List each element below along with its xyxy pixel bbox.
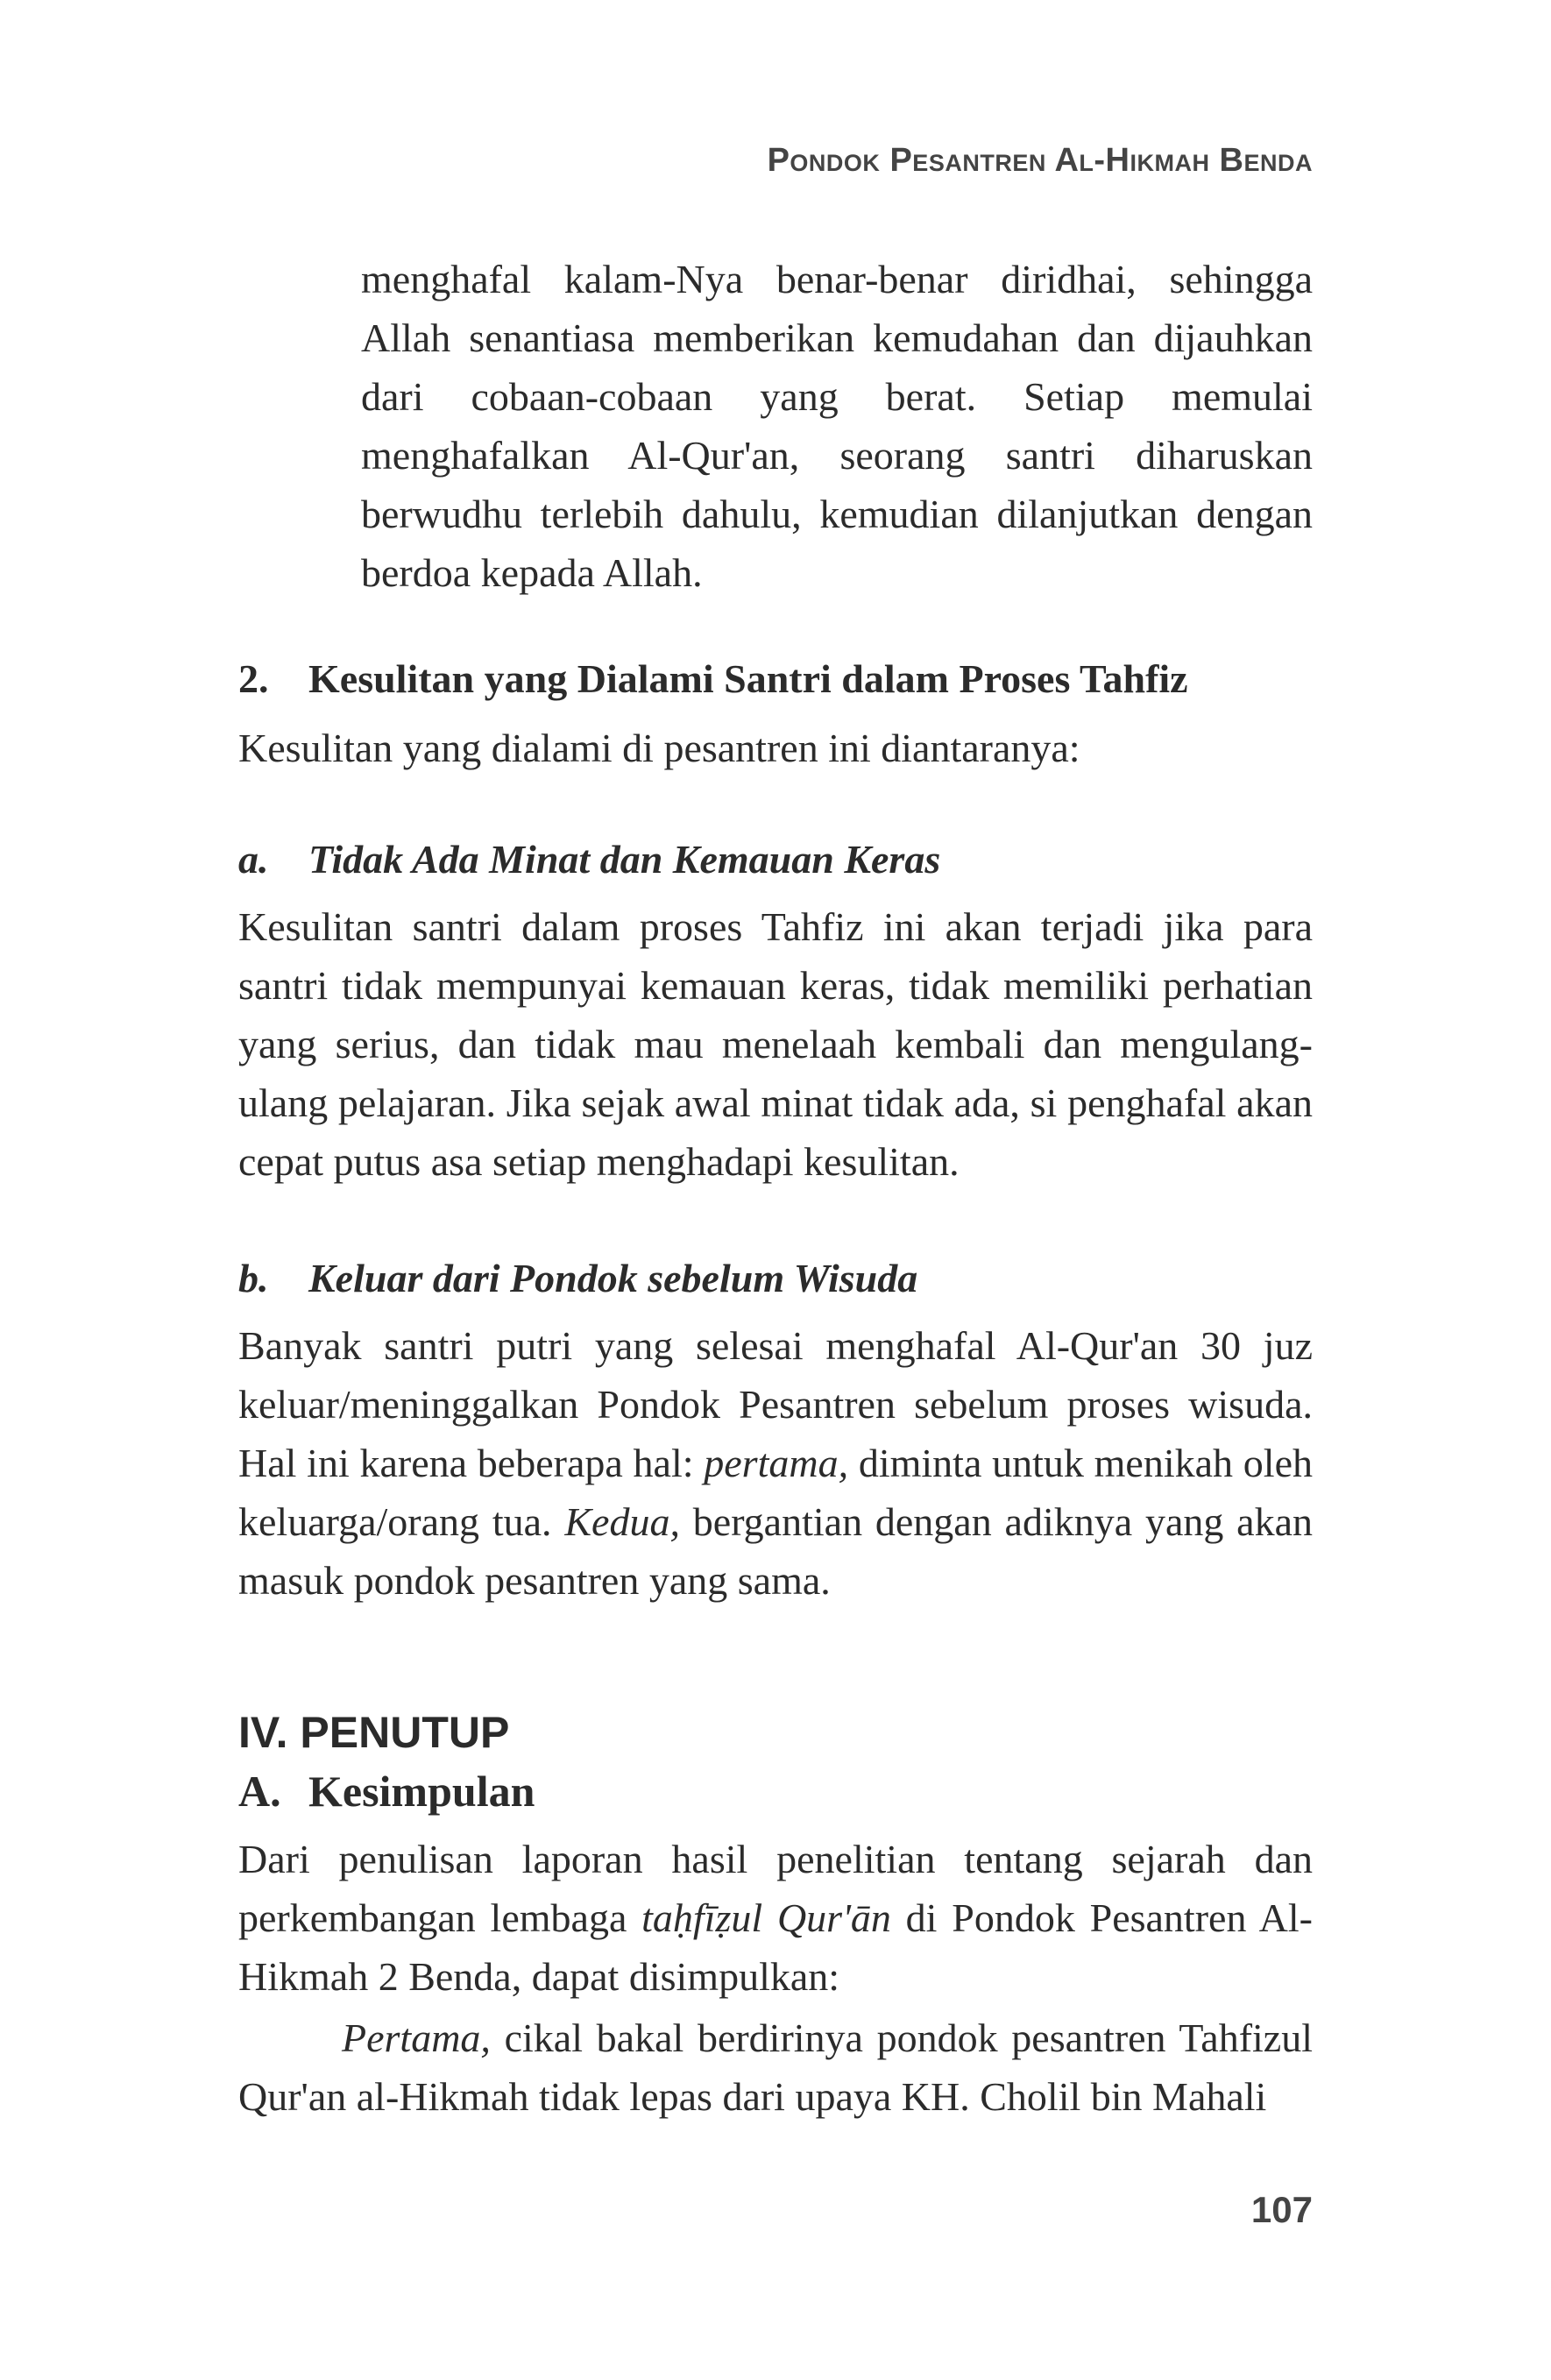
emphasis: pertama, (704, 1441, 849, 1485)
subheading-b (238, 1255, 917, 1301)
text-run: Dari penulisan laporan hasil penelitian tentang sejarah dan perkembangan lembaga (238, 1837, 1313, 1940)
subheading-label: a. (238, 837, 269, 882)
section-lead: Kesulitan yang dialami di pesantren ini diantaranya: (238, 726, 1080, 770)
paragraph-a: Kesulitan santri dalam proses Tahfiz ini akan terjadi jika para santri tidak mempunyai kemauan keras, tidak memiliki perhatian yang serius, dan tidak mau menelaah kembali dan mengulang-ulang pelajaran. Jika sejak awal minat tidak ada, si penghafal akan cepat putus asa setiap menghadapi kesulitan. (238, 904, 1313, 1184)
subheading-a (238, 836, 940, 882)
chapter-heading: IV. PENUTUP (238, 1708, 510, 1757)
subsection-heading (238, 1766, 535, 1817)
page-number: 107 (1250, 2189, 1313, 2230)
emphasis: taḥfīẓul Qur'ān (641, 1895, 891, 1940)
text-run: cikal bakal berdirinya pondok pesantren Tahfizul Qur'an al-Hikmah tidak lepas dari upaya KH. Cholil bin Mahali (238, 2015, 1313, 2119)
section-number: 2. (238, 656, 269, 701)
text-run: di Pondok Pesantren Al-Hikmah 2 Benda, dapat disimpulkan: (238, 1895, 1313, 1999)
intro-paragraph: menghafal kalam-Nya benar-benar diridhai, sehingga Allah senantiasa memberikan kemudahan dan dijauhkan dari cobaan-cobaan yang berat. Setiap memulai menghafalkan Al-Qur'an, seorang santri diharuskan berwudhu terlebih dahulu, kemudian dilanjutkan dengan berdoa kepada Allah. (361, 257, 1313, 595)
paragraph-b (238, 1316, 1313, 1610)
text-run: bergantian dengan adiknya yang akan masuk pondok pesantren yang sama. (238, 1499, 1314, 1603)
section-heading-2 (238, 655, 1188, 702)
conclusion-paragraph (238, 1830, 1313, 2006)
text-run: Banyak santri putri yang selesai menghafal Al-Qur'an 30 juz keluar/meninggalkan Pondok Pesantren sebelum proses wisuda. Hal ini karena beberapa hal: (238, 1323, 1313, 1485)
subheading-title: Tidak Ada Minat dan Kemauan Keras (308, 837, 941, 882)
conclusion-paragraph-2 (238, 2008, 1313, 2126)
subheading-title: Keluar dari Pondok sebelum Wisuda (308, 1256, 918, 1300)
subsection-title: Kesimpulan (308, 1767, 535, 1816)
section-title: Kesulitan yang Dialami Santri dalam Proses Tahfiz (308, 656, 1188, 701)
emphasis: Pertama, (342, 2015, 491, 2060)
subsection-label: A. (238, 1767, 281, 1816)
subheading-label: b. (238, 1256, 269, 1300)
text-run: diminta untuk menikah oleh keluarga/orang tua. (238, 1441, 1313, 1544)
running-head: Pondok Pesantren Al-Hikmah Benda (767, 142, 1313, 179)
emphasis: Kedua, (564, 1499, 680, 1544)
